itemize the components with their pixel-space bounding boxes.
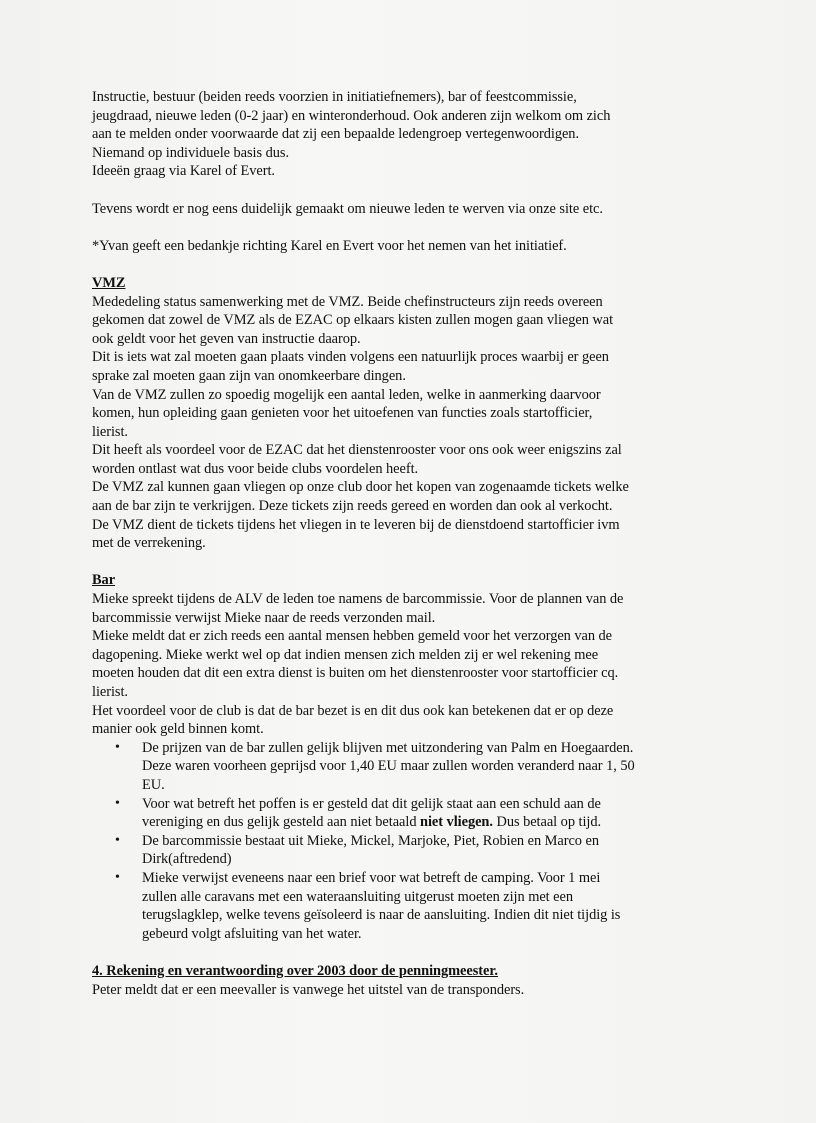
bullet-line xyxy=(142,813,732,832)
bar-line: lierist. xyxy=(92,684,128,700)
bullet-line: Deze waren voorheen geprijsd voor 1,40 EU maar zullen worden veranderd naar 1, 50 xyxy=(142,758,635,775)
bullet-icon: • xyxy=(115,739,120,755)
spacer xyxy=(92,255,732,274)
bar-heading: Bar xyxy=(92,572,116,589)
vmz-line: Dit heeft als voordeel voor de EZAC dat het dienstenrooster voor ons ook weer enigszins zal xyxy=(92,442,622,459)
intro-paragraph: *Yvan geeft een bedankje richting Karel en Evert voor het nemen van het initiatief. xyxy=(92,237,567,254)
bar-bullet-list xyxy=(92,739,732,944)
list-item xyxy=(115,832,732,869)
bullet-line: EU. xyxy=(142,776,165,793)
bar-line: manier ook geld binnen komt. xyxy=(92,721,264,738)
vmz-line: Mededeling status samenwerking met de VMZ. Beide chefinstructeurs zijn reeds overeen xyxy=(92,293,603,310)
bullet-icon: • xyxy=(115,869,120,885)
vmz-line: ook geldt voor het geven van instructie daarop. xyxy=(92,330,361,347)
bullet-line: Mieke verwijst eveneens naar een brief voor wat betreft de camping. Voor 1 mei xyxy=(142,869,601,886)
intro-line: Ideeën graag via Karel of Evert. xyxy=(92,163,275,180)
intro-line: Niemand op individuele basis dus. xyxy=(92,144,289,161)
spacer xyxy=(92,181,732,200)
list-item xyxy=(115,869,732,943)
vmz-line: gekomen dat zowel de VMZ als de EZAC op elkaars kisten zullen mogen gaan vliegen wat xyxy=(92,312,614,329)
list-item xyxy=(115,795,732,832)
document-body xyxy=(92,88,732,999)
vmz-line: sprake zal moeten gaan zijn van onomkeerbare dingen. xyxy=(92,367,406,384)
vmz-line: aan de bar zijn te verkrijgen. Deze tickets zijn reeds gereed en worden dan ook al verkocht. xyxy=(92,498,613,515)
bar-line: Mieke spreekt tijdens de ALV de leden toe namens de barcommissie. Voor de plannen van de xyxy=(92,591,624,608)
spacer xyxy=(92,218,732,237)
vmz-heading: VMZ xyxy=(92,274,126,291)
vmz-line: worden ontlast wat dus voor beide clubs voordelen heeft. xyxy=(92,460,419,477)
bar-line: moeten houden dat dit een extra dienst is buiten om het dienstenrooster voor startofficier cq. xyxy=(92,665,619,682)
bullet-line: De barcommissie bestaat uit Mieke, Mickel, Marjoke, Piet, Robien en Marco en xyxy=(142,832,599,849)
bullet-line: zullen alle caravans met een wateraansluiting uitgerust moeten zijn met een xyxy=(142,888,573,905)
bullet-icon: • xyxy=(115,832,120,848)
bullet-text: Dus betaal op tijd. xyxy=(492,814,602,831)
spacer xyxy=(92,943,732,962)
intro-line: Instructie, bestuur (beiden reeds voorzien in initiatiefnemers), bar of feestcommissie, xyxy=(92,89,577,105)
section-4-heading: 4. Rekening en verantwoording over 2003 door de penningmeester. xyxy=(92,962,498,979)
bullet-line: Dirk(aftredend) xyxy=(142,851,232,868)
bullet-bold-text: niet vliegen. xyxy=(420,814,493,831)
intro-line: jeugdraad, nieuwe leden (0-2 jaar) en winteronderhoud. Ook anderen zijn welkom om zich xyxy=(92,107,611,124)
vmz-line: met de verrekening. xyxy=(92,535,206,552)
vmz-line: De VMZ dient de tickets tijdens het vliegen in te leveren bij de dienstdoend startofficier ivm xyxy=(92,516,620,533)
bullet-line: Voor wat betreft het poffen is er gesteld dat dit gelijk staat aan een schuld aan de xyxy=(142,795,601,812)
vmz-line: lierist. xyxy=(92,423,128,440)
intro-paragraph: Tevens wordt er nog eens duidelijk gemaakt om nieuwe leden te werven via onze site etc. xyxy=(92,200,603,217)
bullet-text: vereniging en dus gelijk gesteld aan niet betaald xyxy=(142,814,421,831)
vmz-line: Van de VMZ zullen zo spoedig mogelijk een aantal leden, welke in aanmerking daarvoor xyxy=(92,386,601,403)
vmz-line: komen, hun opleiding gaan genieten voor het uitoefenen van functies zoals startofficier, xyxy=(92,405,593,422)
section-4-text: Peter meldt dat er een meevaller is vanwege het uitstel van de transponders. xyxy=(92,981,525,998)
bullet-line: terugslagklep, welke tevens geïsoleerd is naar de aansluiting. Indien dit niet tijdig is xyxy=(142,907,621,924)
bar-line: barcommissie verwijst Mieke naar de reeds verzonden mail. xyxy=(92,609,436,626)
vmz-line: Dit is iets wat zal moeten gaan plaats vinden volgens een natuurlijk proces waarbij er geen xyxy=(92,349,609,366)
vmz-line: De VMZ zal kunnen gaan vliegen op onze club door het kopen van zogenaamde tickets welke xyxy=(92,479,629,496)
bullet-line: gebeurd volgt afsluiting van het water. xyxy=(142,925,362,942)
bullet-icon: • xyxy=(115,795,120,811)
intro-line: aan te melden onder voorwaarde dat zij een bepaalde ledengroep vertegenwoordigen. xyxy=(92,126,580,143)
bar-line: Het voordeel voor de club is dat de bar bezet is en dit dus ook kan betekenen dat er op deze xyxy=(92,702,614,719)
bar-line: Mieke meldt dat er zich reeds een aantal mensen hebben gemeld voor het verzorgen van de xyxy=(92,628,613,645)
spacer xyxy=(92,553,732,572)
bullet-line: De prijzen van de bar zullen gelijk blijven met uitzondering van Palm en Hoegaarden. xyxy=(142,739,634,756)
bar-line: dagopening. Mieke werkt wel op dat indien mensen zich melden zij er wel rekening mee xyxy=(92,646,599,663)
list-item xyxy=(115,739,732,795)
